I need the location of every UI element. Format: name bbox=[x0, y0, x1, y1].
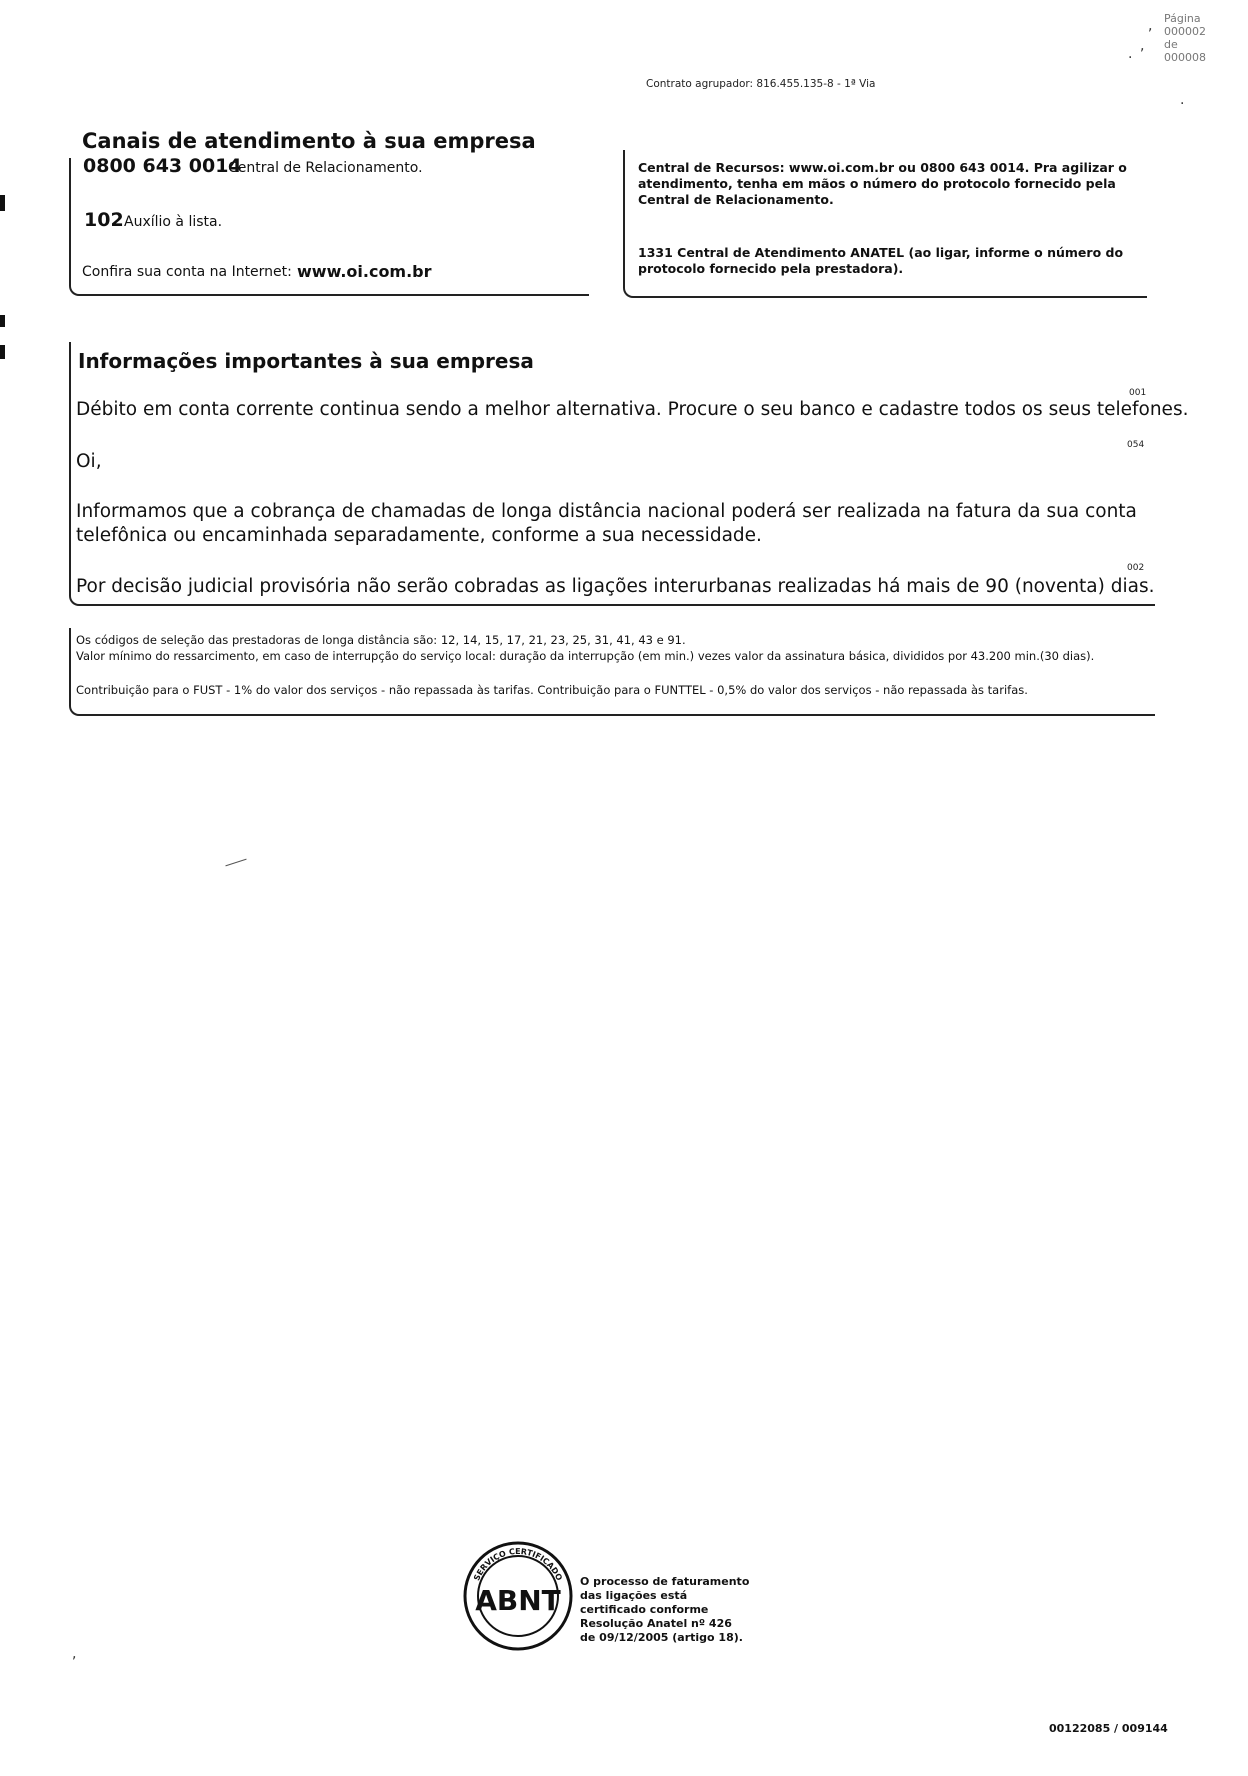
debit-message: Débito em conta corrente continua sendo a melhor alternativa. Procure o seu banco e cadastre todos os seus telefones. bbox=[76, 399, 1189, 420]
message-code: 002 bbox=[1127, 563, 1145, 573]
contract-number: Contrato agrupador: 816.455.135-8 - 1ª Via bbox=[646, 78, 876, 90]
scan-speck bbox=[225, 859, 246, 867]
channels-title: Canais de atendimento à sua empresa bbox=[82, 129, 536, 153]
judicial-message: Por decisão judicial provisória não serão cobradas as ligações interurbanas realizadas há mais de 90 (noventa) dias. bbox=[76, 576, 1155, 597]
abnt-seal-graphic bbox=[462, 1540, 574, 1652]
scan-speck: , bbox=[1140, 38, 1145, 54]
web-label: Confira sua conta na Internet: bbox=[82, 264, 292, 280]
billing-message-line-1: Informamos que a cobrança de chamadas de longa distância nacional poderá ser realizada na fatura da sua conta bbox=[76, 501, 1137, 522]
info-title: Informações importantes à sua empresa bbox=[78, 349, 534, 373]
phone-number: 0800 643 0014 bbox=[83, 155, 242, 177]
directory-description: Auxílio à lista. bbox=[124, 214, 223, 230]
message-code: 001 bbox=[1129, 388, 1147, 398]
resources-text: Central de Recursos: www.oi.com.br ou 0800 643 0014. Pra agilizar o atendimento, tenha em mãos o número do protocolo fornecido pela Central de Relacionamento. bbox=[638, 160, 1127, 207]
scan-speck: . bbox=[1128, 46, 1133, 62]
scan-edge-mark bbox=[0, 315, 5, 327]
refund-note: Valor mínimo do ressarcimento, em caso de interrupção do serviço local: duração da interrupção (em min.) vezes valor da assinatura básica, divididos por 43.200 min.(30 dias). bbox=[76, 649, 1095, 663]
scan-speck: , bbox=[1148, 18, 1153, 34]
page-number bbox=[1164, 12, 1224, 64]
message-code: 054 bbox=[1127, 440, 1145, 450]
certification-text: O processo de faturamento das ligações está certificado conforme Resolução Anatel nº 426 de 09/12/2005 (artigo 18). bbox=[580, 1575, 750, 1644]
web-link[interactable]: www.oi.com.br bbox=[297, 262, 432, 281]
scan-speck: . bbox=[1180, 92, 1185, 108]
anatel-text: 1331 Central de Atendimento ANATEL (ao ligar, informe o número do protocolo fornecido pela prestadora). bbox=[638, 245, 1124, 276]
scan-edge-mark bbox=[0, 345, 5, 359]
abnt-logo-text: ABNT bbox=[475, 1584, 561, 1617]
info-box bbox=[69, 342, 1155, 606]
document-code: 00122085 / 009144 bbox=[1049, 1722, 1168, 1735]
abnt-seal bbox=[462, 1540, 574, 1656]
seal-arc-text: SERVIÇO CERTIFICADO bbox=[472, 1546, 564, 1583]
contributions-note: Contribuição para o FUST - 1% do valor dos serviços - não repassada às tarifas. Contribuição para o FUNTTEL - 0,5% do valor dos serviços - não repassada às tarifas. bbox=[76, 683, 1028, 697]
scan-speck: , bbox=[72, 1646, 77, 1662]
page-label: Página bbox=[1164, 12, 1201, 25]
greeting: Oi, bbox=[76, 451, 102, 472]
page-counter: 000002 de 000008 bbox=[1164, 25, 1206, 64]
scan-edge-mark bbox=[0, 195, 5, 211]
billing-message-line-2: telefônica ou encaminhada separadamente, conforme a sua necessidade. bbox=[76, 525, 762, 546]
phone-description: Central de Relacionamento. bbox=[228, 160, 423, 176]
directory-number: 102 bbox=[84, 209, 124, 231]
carrier-codes: Os códigos de seleção das prestadoras de longa distância são: 12, 14, 15, 17, 21, 23, 25, 31, 41, 43 e 91. bbox=[76, 633, 686, 647]
